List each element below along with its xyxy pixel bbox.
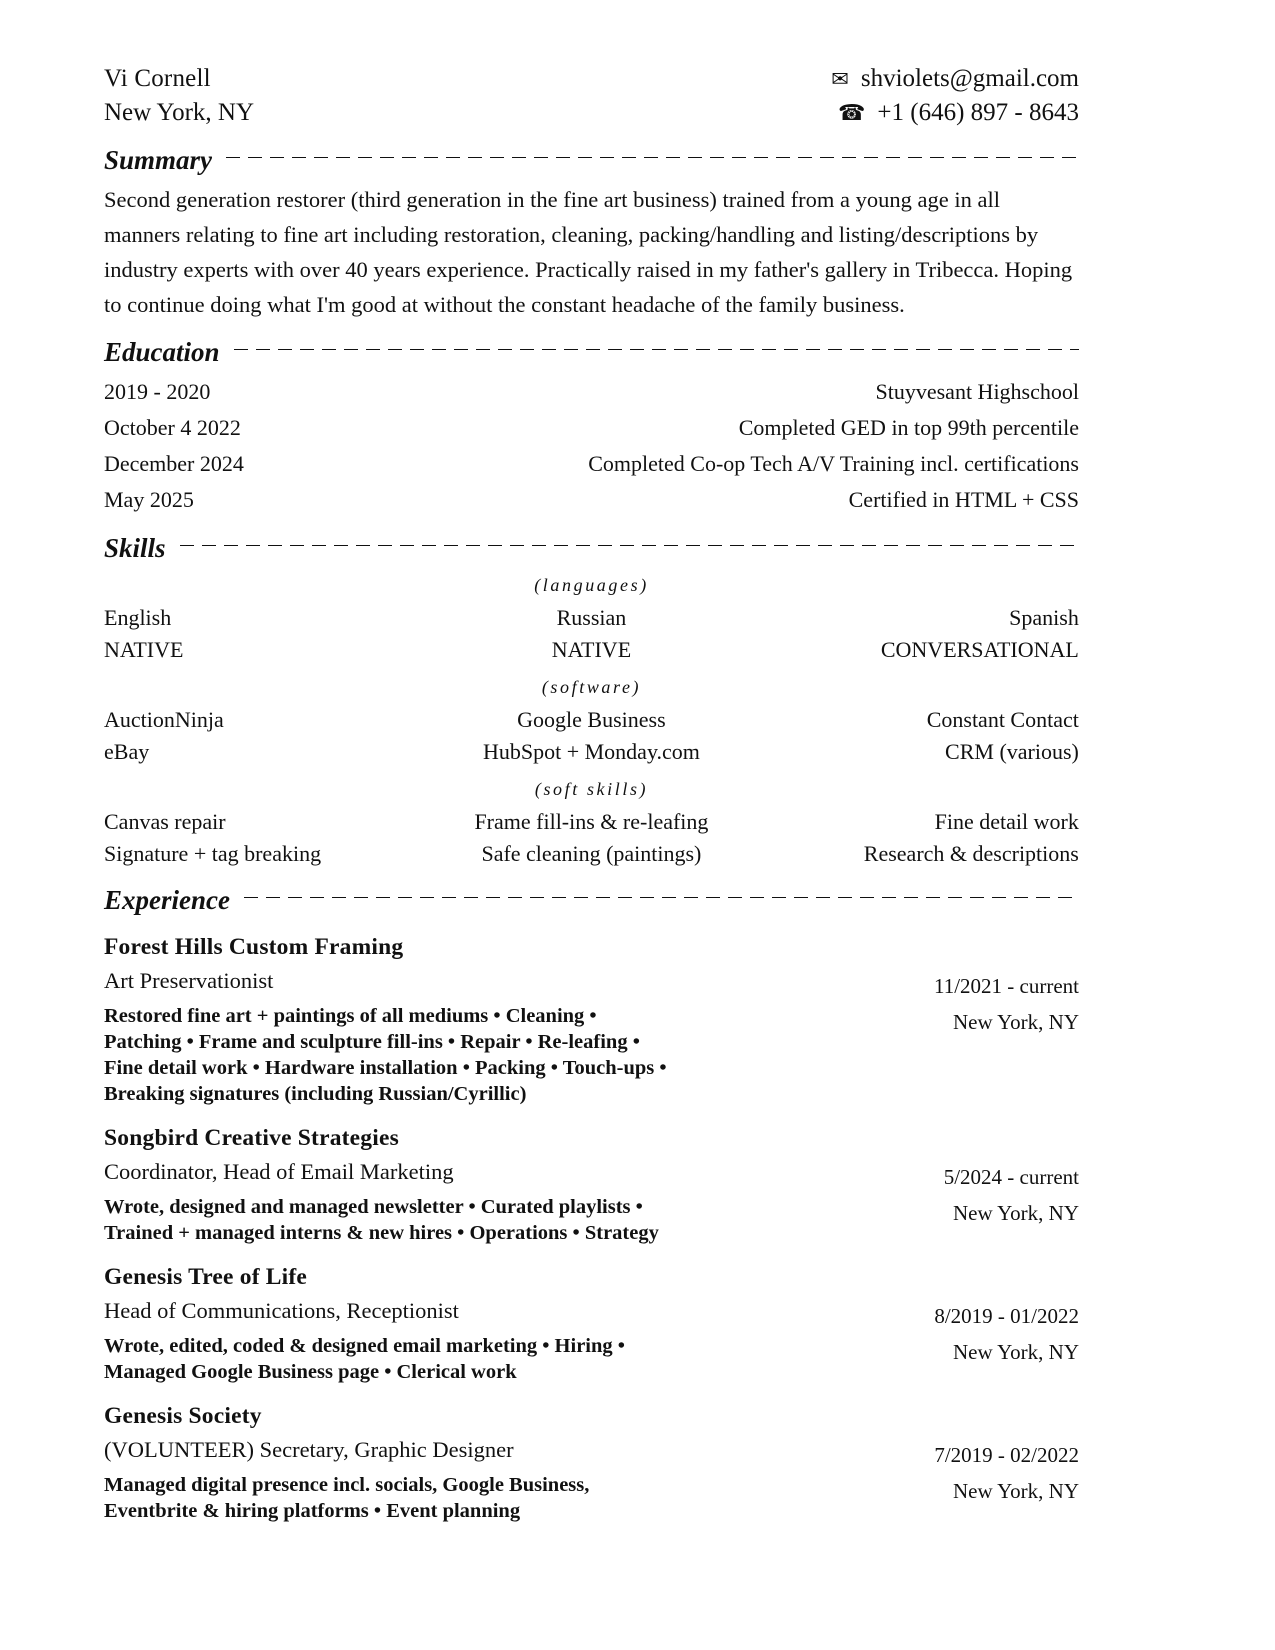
- skill-cell: Fine detail work: [934, 809, 1079, 834]
- education-row: [104, 374, 1079, 410]
- candidate-name: Vi Cornell: [104, 65, 211, 92]
- company-name: Songbird Creative Strategies: [104, 1125, 399, 1151]
- education-desc: Stuyvesant Highschool: [875, 379, 1079, 404]
- job-bullet-line: Wrote, designed and managed newsletter • Curated playlists •: [104, 1196, 643, 1218]
- email-row: [831, 62, 1079, 96]
- company-name: Forest Hills Custom Framing: [104, 934, 404, 960]
- dashed-rule: [234, 349, 1079, 350]
- skills-row: [104, 634, 1079, 666]
- skills-row: [104, 704, 1079, 736]
- resume-page: [104, 62, 1079, 1524]
- job-role: Head of Communications, Receptionist: [104, 1298, 459, 1323]
- company-name: Genesis Tree of Life: [104, 1264, 308, 1290]
- skill-cell: Safe cleaning (paintings): [481, 841, 702, 866]
- skill-cell: English: [104, 605, 172, 630]
- skill-cell: Constant Contact: [926, 707, 1079, 732]
- education-desc: Certified in HTML + CSS: [848, 487, 1079, 512]
- job-dates: 7/2019 - 02/2022: [934, 1443, 1079, 1467]
- skill-cell: CRM (various): [945, 739, 1079, 764]
- resume-header: [104, 62, 1079, 130]
- education-desc: Completed Co-op Tech A/V Training incl. certifications: [588, 451, 1079, 476]
- skill-cell: NATIVE: [104, 637, 184, 662]
- experience-item: [104, 1121, 1079, 1246]
- skills-group-label: (soft skills): [534, 779, 649, 799]
- job-location: New York, NY: [952, 1201, 1079, 1225]
- skill-cell: NATIVE: [551, 637, 632, 662]
- skills-group-languages: [104, 570, 1079, 666]
- job-location: New York, NY: [952, 1479, 1079, 1503]
- skill-cell: HubSpot + Monday.com: [482, 739, 700, 764]
- job-bullet-line: Managed digital presence incl. socials, Google Business,: [104, 1474, 590, 1496]
- section-header-experience: [104, 884, 1079, 916]
- skill-cell: Russian: [556, 605, 627, 630]
- job-bullets: [104, 1003, 744, 1107]
- dashed-rule: [180, 545, 1079, 546]
- skills-group-label: (software): [541, 677, 642, 697]
- job-location: New York, NY: [952, 1340, 1079, 1364]
- summary-text: Second generation restorer (third generation in the fine art business) trained from a young age in all manners relating to fine art including restoration, cleaning, packing/handling and listing/descriptions by industry experts with over 40 years experience. Practically raised in my father's gallery in Tribecca. Hoping to continue doing what I'm good at without the constant headache of the family business.: [104, 187, 1073, 317]
- education-date: May 2025: [104, 487, 194, 512]
- job-bullet-line: Trained + managed interns & new hires • Operations • Strategy: [104, 1222, 659, 1244]
- skills-group-software: [104, 672, 1079, 768]
- skills-row: [104, 806, 1079, 838]
- skill-cell: Frame fill-ins & re-leafing: [474, 809, 709, 834]
- skill-cell: eBay: [104, 739, 150, 764]
- email-value[interactable]: shviolets@gmail.com: [860, 65, 1079, 92]
- education-date: December 2024: [104, 451, 244, 476]
- experience-item: [104, 1399, 1079, 1524]
- education-date: 2019 - 2020: [104, 379, 211, 404]
- candidate-location: New York, NY: [104, 99, 255, 126]
- phone-value[interactable]: +1 (646) 897 - 8643: [877, 99, 1079, 126]
- job-dates: 11/2021 - current: [933, 974, 1079, 998]
- skill-cell: AuctionNinja: [104, 707, 224, 732]
- envelope-icon: ✉: [831, 67, 849, 91]
- job-role: Coordinator, Head of Email Marketing: [104, 1159, 454, 1184]
- section-title-summary: Summary: [104, 145, 213, 175]
- job-bullet-line: Eventbrite & hiring platforms • Event planning: [104, 1500, 521, 1522]
- skills-row: [104, 838, 1079, 870]
- skill-cell: Signature + tag breaking: [104, 841, 322, 866]
- section-title-experience: Experience: [104, 885, 230, 915]
- section-title-education: Education: [104, 337, 220, 367]
- education-row: [104, 410, 1079, 446]
- job-bullet-line: Wrote, edited, coded & designed email marketing • Hiring •: [104, 1335, 625, 1357]
- skills-row: [104, 736, 1079, 768]
- phone-row: [831, 96, 1079, 130]
- job-bullet-line: Patching • Frame and sculpture fill-ins • Repair • Re-leafing •: [104, 1031, 640, 1053]
- company-name: Genesis Society: [104, 1403, 262, 1429]
- section-title-skills: Skills: [104, 533, 166, 563]
- telephone-icon: ☎: [838, 100, 866, 125]
- job-bullets: [104, 1333, 744, 1385]
- dashed-rule: [244, 897, 1079, 898]
- job-bullet-line: Fine detail work • Hardware installation • Packing • Touch-ups •: [104, 1057, 667, 1079]
- dashed-rule: [226, 157, 1079, 158]
- skills-row: [104, 602, 1079, 634]
- skill-cell: Spanish: [1009, 605, 1079, 630]
- education-row: [104, 482, 1079, 518]
- experience-item: [104, 930, 1079, 1107]
- job-role: Art Preservationist: [104, 968, 274, 993]
- skill-cell: CONVERSATIONAL: [880, 637, 1079, 662]
- education-desc: Completed GED in top 99th percentile: [738, 415, 1079, 440]
- skill-cell: Google Business: [517, 707, 666, 732]
- skills-group-soft-skills: [104, 774, 1079, 870]
- skill-cell: Canvas repair: [104, 809, 226, 834]
- job-dates: 8/2019 - 01/2022: [934, 1304, 1079, 1328]
- section-header-skills: [104, 532, 1079, 564]
- skill-cell: Research & descriptions: [863, 841, 1079, 866]
- job-location: New York, NY: [952, 1010, 1079, 1034]
- job-bullet-line: Restored fine art + paintings of all mediums • Cleaning •: [104, 1005, 597, 1027]
- experience-item: [104, 1260, 1079, 1385]
- education-row: [104, 446, 1079, 482]
- education-date: October 4 2022: [104, 415, 241, 440]
- job-role: (VOLUNTEER) Secretary, Graphic Designer: [104, 1437, 514, 1462]
- section-header-education: [104, 336, 1079, 368]
- education-list: [104, 374, 1079, 518]
- job-bullets: [104, 1194, 744, 1246]
- section-header-summary: [104, 144, 1079, 176]
- job-bullet-line: Breaking signatures (including Russian/Cyrillic): [104, 1083, 527, 1105]
- job-bullets: [104, 1472, 744, 1524]
- header-contact: [831, 62, 1079, 130]
- header-identity: [104, 62, 254, 130]
- skills-group-label: (languages): [534, 575, 649, 595]
- job-bullet-line: Managed Google Business page • Clerical work: [104, 1361, 517, 1383]
- job-dates: 5/2024 - current: [943, 1165, 1079, 1189]
